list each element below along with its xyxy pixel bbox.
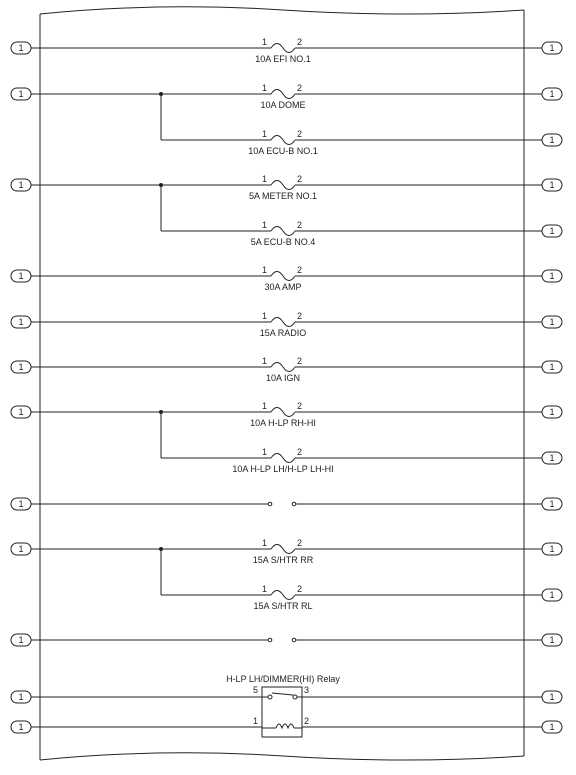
fuse-pin-1: 1 xyxy=(262,220,268,230)
fuse-pin-2: 2 xyxy=(297,401,303,411)
fuse-pin-2: 2 xyxy=(297,584,303,594)
fuse-pin-1: 1 xyxy=(262,311,268,321)
connector-label: 1 xyxy=(549,453,555,463)
open-terminal-right xyxy=(292,502,296,506)
fuse-label: 15A S/HTR RL xyxy=(253,601,313,611)
fuse-pin-2: 2 xyxy=(297,220,303,230)
relay-title: H-LP LH/DIMMER(HI) Relay xyxy=(226,674,340,684)
fuse-pin-1: 1 xyxy=(262,265,268,275)
connector-label: 1 xyxy=(549,635,555,645)
connector-label: 1 xyxy=(549,722,555,732)
fuse-1 xyxy=(255,37,311,64)
right-connector-8 xyxy=(524,361,562,373)
fuse-symbol xyxy=(271,408,295,417)
connector-label: 1 xyxy=(549,317,555,327)
connector-label: 1 xyxy=(18,635,24,645)
fuse-symbol xyxy=(271,136,295,145)
connector-label: 1 xyxy=(18,362,24,372)
right-connector-1 xyxy=(524,42,562,54)
fuse-symbol xyxy=(271,454,295,463)
relay-pin-5: 5 xyxy=(253,685,259,695)
connector-label: 1 xyxy=(549,544,555,554)
connector-label: 1 xyxy=(549,271,555,281)
fuse-symbol xyxy=(271,363,295,372)
fuse-label: 15A RADIO xyxy=(259,328,307,338)
right-connector-7 xyxy=(524,316,562,328)
junction-dot xyxy=(159,547,163,551)
relay-pin-1: 1 xyxy=(253,716,259,726)
relay-contact-right xyxy=(293,695,297,699)
open-terminal-left xyxy=(268,638,272,642)
left-connector-8 xyxy=(11,498,40,510)
left-connector-1 xyxy=(11,42,40,54)
connector-label: 1 xyxy=(549,590,555,600)
left-connector-10 xyxy=(11,634,40,646)
fuse-symbol xyxy=(271,44,295,53)
fuse-pin-2: 2 xyxy=(297,356,303,366)
junction-dot xyxy=(159,410,163,414)
fuse-pin-2: 2 xyxy=(297,129,303,139)
connector-label: 1 xyxy=(18,544,24,554)
right-connector-16 xyxy=(524,721,562,733)
fuse-symbol xyxy=(271,181,295,190)
fuse-label: 10A IGN xyxy=(265,373,301,383)
fuse-pin-1: 1 xyxy=(262,37,268,47)
fuse-pin-2: 2 xyxy=(297,538,303,548)
connector-label: 1 xyxy=(18,407,24,417)
fuse-9 xyxy=(250,401,316,428)
left-connector-12 xyxy=(11,721,40,733)
connector-label: 1 xyxy=(549,135,555,145)
right-connector-6 xyxy=(524,270,562,282)
fuse-10 xyxy=(232,447,333,474)
connector-label: 1 xyxy=(549,43,555,53)
right-connector-9 xyxy=(524,406,562,418)
right-connector-12 xyxy=(524,543,562,555)
fuse-symbol xyxy=(271,272,295,281)
fuse-symbol xyxy=(271,318,295,327)
connector-label: 1 xyxy=(18,692,24,702)
right-connector-13 xyxy=(524,589,562,601)
fuse-pin-2: 2 xyxy=(297,311,303,321)
connector-label: 1 xyxy=(18,499,24,509)
fuse-label: 5A ECU-B NO.4 xyxy=(250,237,316,247)
fuse-label: 10A H-LP LH/H-LP LH-HI xyxy=(232,464,334,474)
left-connector-11 xyxy=(11,691,40,703)
relay-contact-left xyxy=(268,695,272,699)
fuse-layer xyxy=(232,37,333,611)
fuse-symbol xyxy=(271,545,295,554)
left-connector-6 xyxy=(11,361,40,373)
fuse-symbol xyxy=(271,227,295,236)
fuse-pin-1: 1 xyxy=(262,83,268,93)
fuse-pin-2: 2 xyxy=(297,83,303,93)
fuse-pin-1: 1 xyxy=(262,356,268,366)
fuse-2 xyxy=(260,83,305,110)
open-terminal-left xyxy=(268,502,272,506)
fuse-label: 30A AMP xyxy=(264,282,302,292)
connector-label: 1 xyxy=(549,499,555,509)
fuse-pin-2: 2 xyxy=(297,265,303,275)
fuse-11 xyxy=(253,538,314,565)
connector-label: 1 xyxy=(549,180,555,190)
fuse-label: 10A ECU-B NO.1 xyxy=(248,146,318,156)
fuse-label: 10A DOME xyxy=(260,100,306,110)
connector-label: 1 xyxy=(18,89,24,99)
right-connector-14 xyxy=(524,634,562,646)
fuse-pin-1: 1 xyxy=(262,447,268,457)
connector-label: 1 xyxy=(18,43,24,53)
fuse-label: 5A METER NO.1 xyxy=(248,191,318,201)
fuse-pin-2: 2 xyxy=(297,447,303,457)
frame xyxy=(40,7,524,760)
fuse-pin-1: 1 xyxy=(262,584,268,594)
relay-coil xyxy=(276,724,294,728)
connector-label: 1 xyxy=(549,692,555,702)
fuse-pin-2: 2 xyxy=(297,174,303,184)
connector-label: 1 xyxy=(549,407,555,417)
relay-box xyxy=(262,687,302,737)
fuse-pin-2: 2 xyxy=(297,37,303,47)
relay-pin-3: 3 xyxy=(304,685,310,695)
junction-dot xyxy=(159,92,163,96)
connector-label: 1 xyxy=(18,180,24,190)
fuse-8 xyxy=(262,356,302,383)
fuse-pin-1: 1 xyxy=(262,401,268,411)
relay-pin-2: 2 xyxy=(304,716,310,726)
fuse-label: 10A EFI NO.1 xyxy=(255,54,311,64)
left-connector-9 xyxy=(11,543,40,555)
connector-label: 1 xyxy=(18,722,24,732)
fuse-4 xyxy=(249,174,317,201)
fuse-12 xyxy=(253,584,312,611)
connector-label: 1 xyxy=(549,89,555,99)
left-connector-5 xyxy=(11,316,40,328)
fuse-label: 10A H-LP RH-HI xyxy=(250,418,316,428)
fuse-7 xyxy=(260,311,307,338)
connector-label: 1 xyxy=(18,317,24,327)
open-terminal-right xyxy=(292,638,296,642)
left-connector-7 xyxy=(11,406,40,418)
junction-dot xyxy=(159,183,163,187)
fuse-3 xyxy=(248,129,318,156)
fuse-5 xyxy=(251,220,316,247)
fuse-symbol xyxy=(271,90,295,99)
right-connector-5 xyxy=(524,225,562,237)
fuse-label: 15A S/HTR RR xyxy=(252,555,314,565)
right-connector-15 xyxy=(524,691,562,703)
fuse-pin-1: 1 xyxy=(262,174,268,184)
right-connector-3 xyxy=(524,134,562,146)
right-connector-2 xyxy=(524,88,562,100)
left-connector-4 xyxy=(11,270,40,282)
fuse-pin-1: 1 xyxy=(262,538,268,548)
left-connector-3 xyxy=(11,179,40,191)
right-connector-11 xyxy=(524,498,562,510)
fuse-pin-1: 1 xyxy=(262,129,268,139)
connector-label: 1 xyxy=(549,226,555,236)
relay xyxy=(226,674,340,737)
fuse-6 xyxy=(262,265,302,292)
connector-label: 1 xyxy=(18,271,24,281)
fuse-symbol xyxy=(271,591,295,600)
right-connector-10 xyxy=(524,452,562,464)
relay-switch-arm xyxy=(272,693,293,695)
connector-label: 1 xyxy=(549,362,555,372)
left-connector-2 xyxy=(11,88,40,100)
right-connector-4 xyxy=(524,179,562,191)
